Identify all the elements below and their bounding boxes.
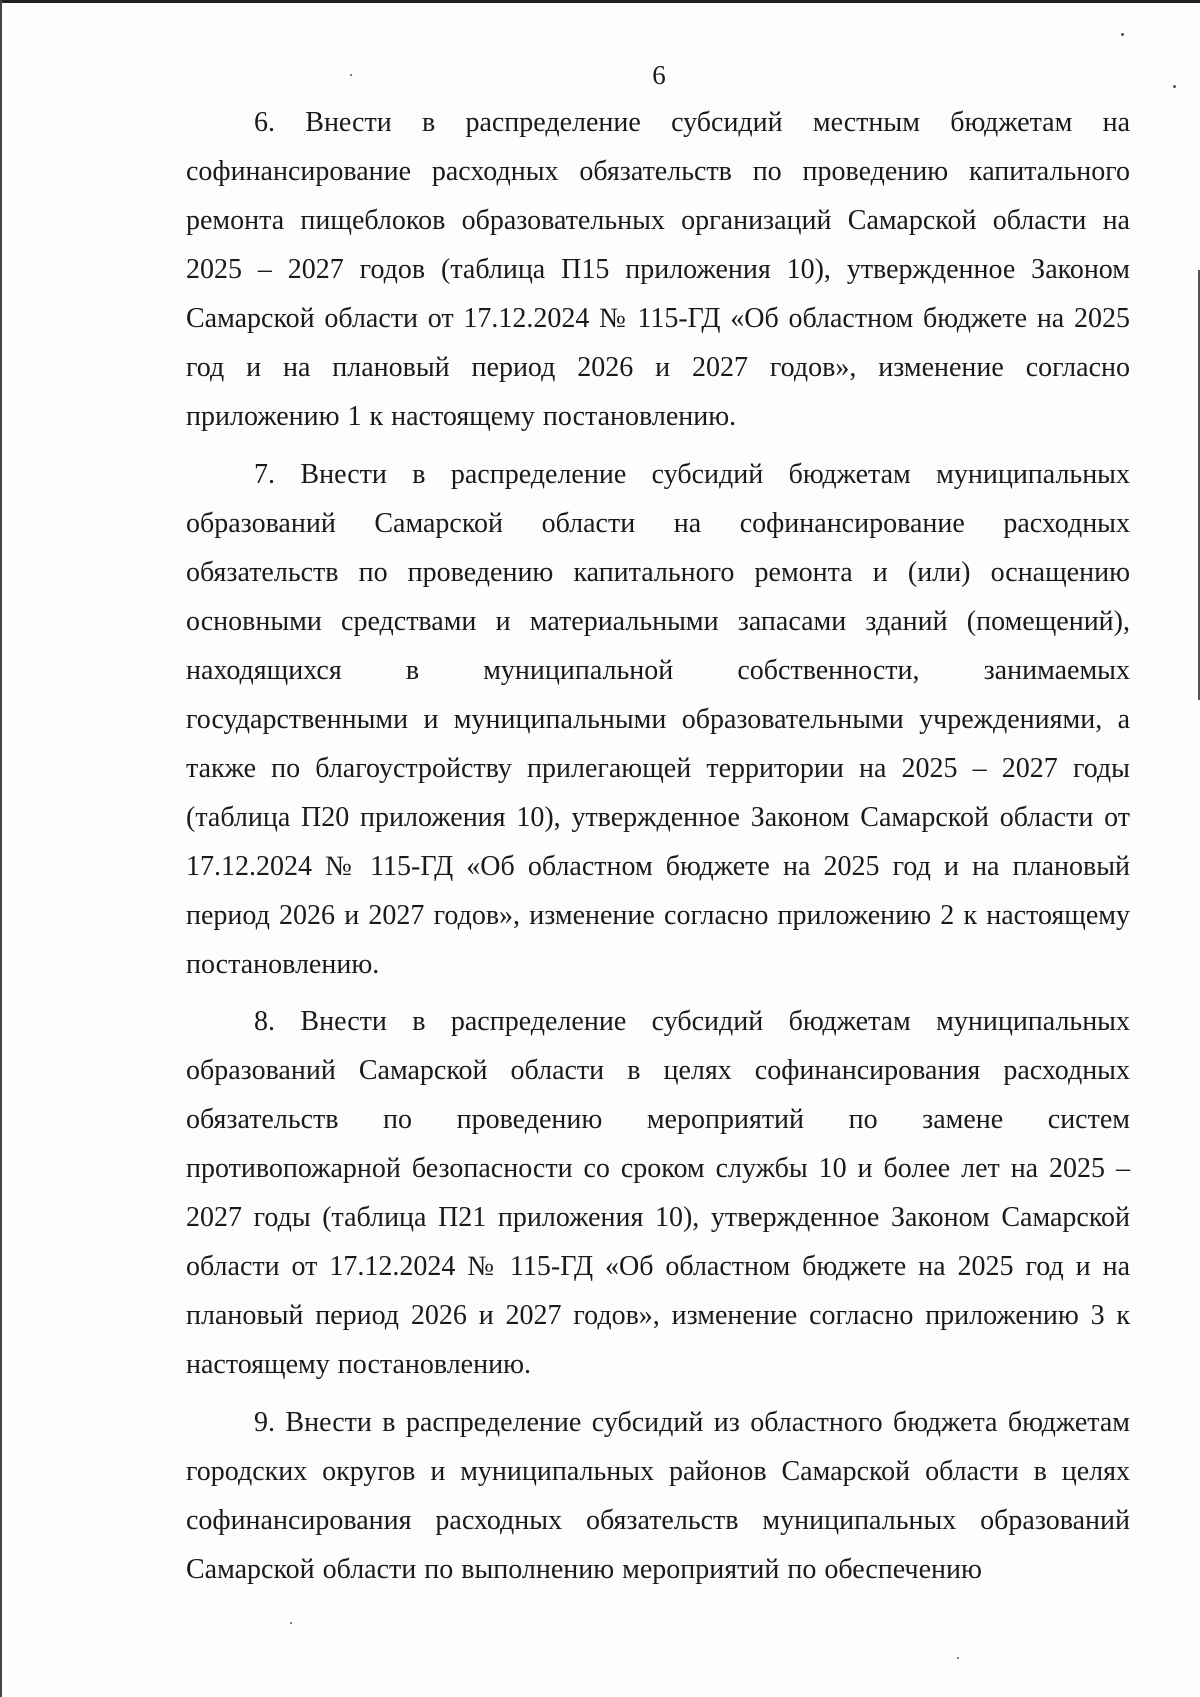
paragraph-9: 9. Внести в распределение субсидий из областного бюджета бюджетам городских округов и муниципальных районов Самарской области в целях софинансирования расходных обязательств муниципальных образований Самарской области по выполнению мероприятий по обеспечению xyxy=(186,1406,1130,1585)
scan-speck xyxy=(290,1622,292,1624)
scan-top-edge xyxy=(0,0,1200,3)
page-number: 6 xyxy=(652,60,666,90)
paragraph-7: 7. Внести в распределение субсидий бюджетам муниципальных образований Самарской области на софинансирование расходных обязательств по проведению капитального ремонта и (или) оснащению основными средствами и материальными запасами зданий (помещений), находящихся в муниципальной собственности, занимаемых государственными и муниципальными образовательными учреждениями, а также по благоустройству прилегающей территории на 2025 – 2027 годы (таблица П20 приложения 10), утвержденное Законом Самарской области от 17.12.2024 № 115-ГД «Об областном бюджете на 2025 год и на плановый период 2026 и 2027 годов», изменение согласно приложению 2 к настоящему постановлению. xyxy=(186,458,1130,980)
paragraph-8: 8. Внести в распределение субсидий бюджетам муниципальных образований Самарской области в целях софинансирования расходных обязательств по проведению мероприятий по замене систем противопожарной безопасности со сроком службы 10 и более лет на 2025 – 2027 годы (таблица П21 приложения 10), утвержденное Законом Самарской области от 17.12.2024 № 115-ГД «Об областном бюджете на 2025 год и на плановый период 2026 и 2027 годов», изменение согласно приложению 3 к настоящему постановлению. xyxy=(186,1006,1130,1380)
scan-speck xyxy=(1121,33,1124,36)
paragraph-6: 6. Внести в распределение субсидий местным бюджетам на софинансирование расходных обязательств по проведению капитального ремонта пищеблоков образовательных организаций Самарской области на 2025 – 2027 годов (таблица П15 приложения 10), утвержденное Законом Самарской области от 17.12.2024 № 115-ГД «Об областном бюджете на 2025 год и на плановый период 2026 и 2027 годов», изменение согласно приложению 1 к настоящему постановлению. xyxy=(186,107,1130,432)
document-body xyxy=(186,98,1130,1602)
scan-speck xyxy=(957,1657,959,1659)
scan-left-edge xyxy=(0,0,2,1697)
